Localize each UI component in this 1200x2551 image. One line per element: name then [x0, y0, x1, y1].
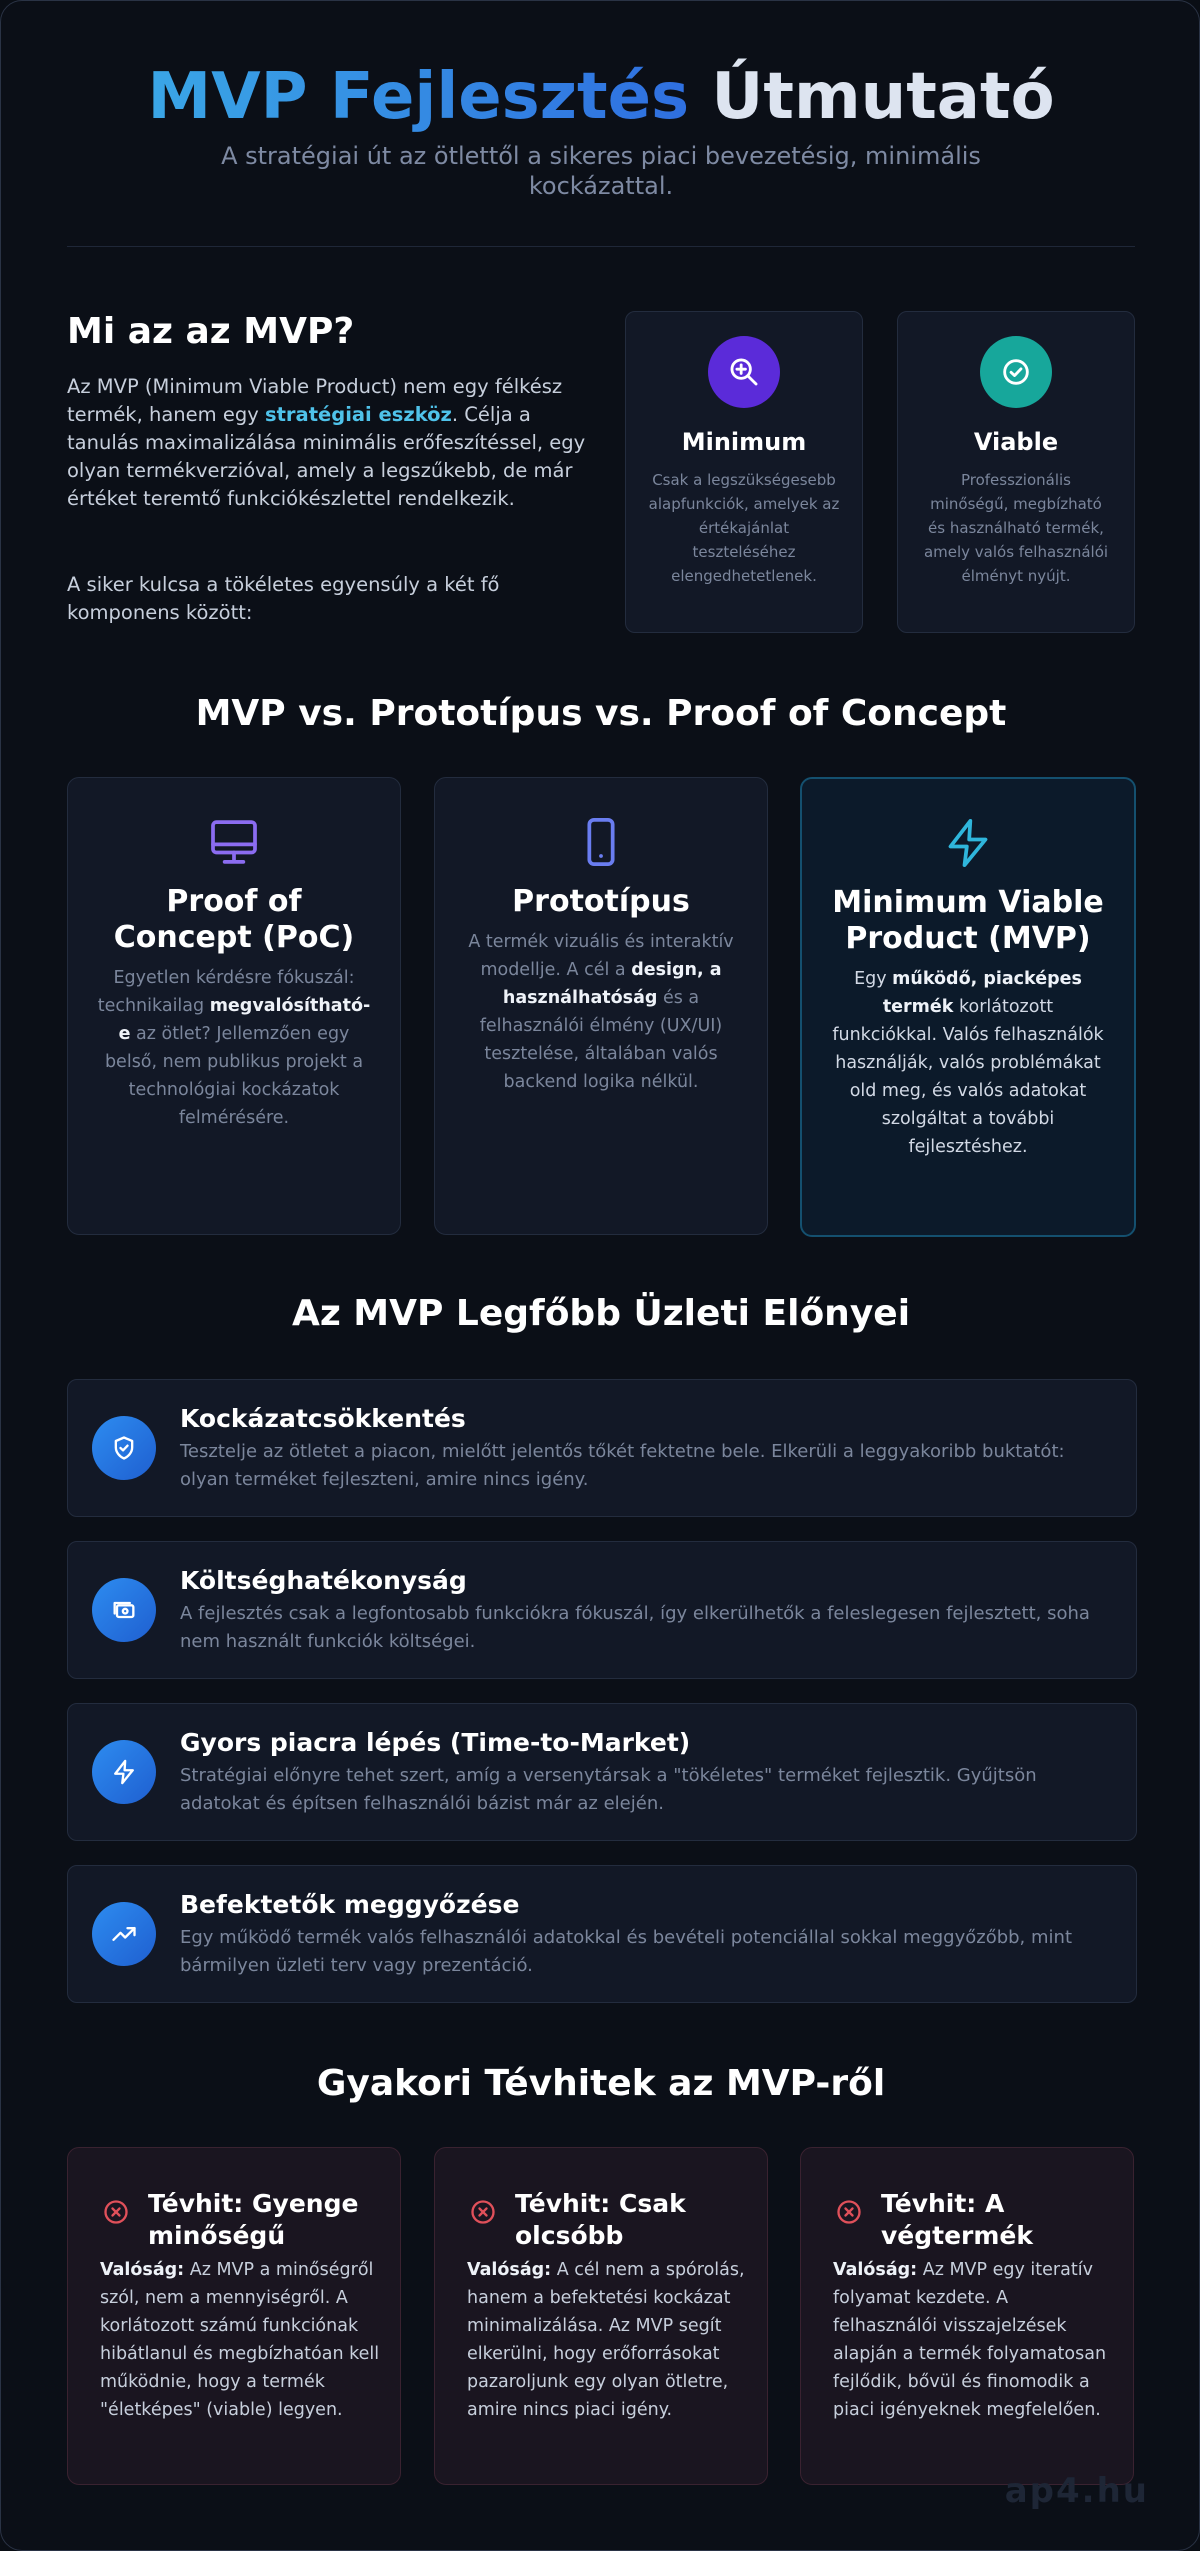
- poc-card: [67, 777, 401, 1235]
- close-circle-icon: [469, 2198, 497, 2226]
- title-highlight: MVP Fejlesztés: [147, 60, 690, 134]
- myth-reality: Az MVP egy iteratív folyamat kezdete. A felhasználói visszajelzések alapján a termék folyamatosan fejlődik, bővül és finomodik a piaci igényeknek megfelelően.: [833, 2260, 1107, 2420]
- poc-desc-bold: megvalósítható-e: [118, 996, 371, 1044]
- shield-check-icon: [92, 1416, 156, 1480]
- myth-card: [434, 2147, 768, 2485]
- benefit-title: Kockázatcsökkentés: [180, 1404, 466, 1433]
- intro-paragraph-2: A siker kulcsa a tökéletes egyensúly a két fő komponens között:: [67, 573, 500, 624]
- close-circle-icon: [835, 2198, 863, 2226]
- page-title: [67, 57, 1135, 137]
- page-subtitle: A stratégiai út az ötlettől a sikeres piaci bevezetésig, minimális kockázattal.: [221, 142, 981, 200]
- intro-text-end: . Célja a tanulás maximalizálása minimális erőfeszítéssel, egy olyan termékverzióval, amely a legszűkebb, de már értéket teremtő funkciókészlettel rendelkezik.: [67, 403, 586, 510]
- mvp-desc-a: Egy: [854, 969, 893, 989]
- benefit-title: Költséghatékonyság: [180, 1566, 467, 1595]
- intro-paragraph: [67, 373, 589, 513]
- poc-desc-c: az ötlet? Jellemzően egy belső, nem publikus projekt a technológiai kockázatok felmérésére.: [104, 1024, 364, 1128]
- myth-card: [800, 2147, 1134, 2485]
- benefits-heading: Az MVP Legfőbb Üzleti Előnyei: [291, 1293, 911, 1334]
- close-circle-icon: [102, 2198, 130, 2226]
- myth-card: [67, 2147, 401, 2485]
- myth-title: Tévhit: A végtermék: [881, 2189, 1034, 2250]
- benefit-item: [67, 1541, 1137, 1679]
- benefit-desc: A fejlesztés csak a legfontosabb funkciókra fókuszál, így elkerülhetők a feleslegesen fejlesztett, soha nem használt funkciók költségei.: [180, 1603, 1090, 1652]
- poc-title: Proof of Concept (PoC): [113, 884, 355, 955]
- prototype-desc-c: és a felhasználói élmény (UX/UI) tesztelése, általában valós backend logika nélkül.: [479, 988, 723, 1092]
- check-circle-icon: [980, 336, 1052, 408]
- benefit-item: [67, 1703, 1137, 1841]
- divider: [67, 246, 1135, 247]
- mvp-desc: [830, 965, 1106, 1161]
- viable-desc: Professzionális minőségű, megbízható és használható termék, amely valós felhasználói élményt nyújt.: [923, 471, 1109, 585]
- myth-title: Tévhit: Csak olcsóbb: [515, 2189, 686, 2250]
- search-plus-icon: [708, 336, 780, 408]
- viable-card: [897, 311, 1135, 633]
- myth-text: [833, 2256, 1113, 2424]
- minimum-card: [625, 311, 863, 633]
- intro-heading: Mi az az MVP?: [67, 311, 355, 352]
- poc-desc: [96, 964, 372, 1132]
- benefit-desc: Egy működő termék valós felhasználói adatokkal és bevételi potenciállal sokkal meggyőzőbb, mint bármilyen üzleti terv vagy prezentáció.: [180, 1927, 1073, 1976]
- watermark: ap4.hu: [1004, 2471, 1149, 2511]
- reality-label: Valóság:: [467, 2260, 552, 2280]
- mvp-desc-bold: működő, piacképes termék: [882, 969, 1082, 1017]
- prototype-card: [434, 777, 768, 1235]
- prototype-desc-bold: design, a használhatóság: [502, 960, 722, 1008]
- myth-title: Tévhit: Gyenge minőségű: [148, 2189, 359, 2250]
- benefit-item: [67, 1865, 1137, 2003]
- title-rest: Útmutató: [711, 60, 1055, 134]
- benefit-title: Befektetők meggyőzése: [180, 1890, 520, 1919]
- mvp-desc-c: korlátozott funkciókkal. Valós felhasználók használják, valós problémákat old meg, és valós adatokat szolgáltat a további fejlesztéshez.: [832, 997, 1104, 1157]
- mvp-title: Minimum Viable Product (MVP): [832, 885, 1104, 956]
- myths-heading: Gyakori Tévhitek az MVP-ről: [316, 2063, 886, 2104]
- lightning-icon: [940, 815, 996, 871]
- benefit-desc: Tesztelje az ötletet a piacon, mielőtt jelentős tőkét fektetne bele. Elkerüli a leggyakoribb buktatót: olyan terméket fejleszteni, amire nincs igény.: [180, 1441, 1065, 1490]
- myth-text: [100, 2256, 380, 2424]
- reality-label: Valóság:: [833, 2260, 918, 2280]
- benefit-item: [67, 1379, 1137, 1517]
- benefit-title: Gyors piacra lépés (Time-to-Market): [180, 1728, 691, 1757]
- benefit-desc: Stratégiai előnyre tehet szert, amíg a versenytársak a "tökéletes" terméket fejlesztik. Gyűjtsön adatokat és építsen felhasználói bázist már az elején.: [180, 1765, 1037, 1814]
- lightning-icon: [92, 1740, 156, 1804]
- compare-heading: MVP vs. Prototípus vs. Proof of Concept: [195, 693, 1007, 734]
- minimum-title: Minimum: [681, 428, 807, 456]
- myth-reality: A cél nem a spórolás, hanem a befektetési kockázat minimalizálása. Az MVP segít elkerülni, hogy erőforrásokat pazaroljunk egy olyan ötletre, amire nincs piaci igény.: [467, 2260, 745, 2420]
- mvp-card: [800, 777, 1136, 1237]
- intro-text: Az MVP (Minimum Viable Product) nem egy félkész termék, hanem egy: [67, 375, 563, 426]
- reality-label: Valóság:: [100, 2260, 185, 2280]
- prototype-desc-a: A termék vizuális és interaktív modellje. A cél a: [468, 932, 734, 980]
- prototype-title: Prototípus: [512, 884, 690, 919]
- myth-text: [467, 2256, 747, 2424]
- myth-reality: Az MVP a minőségről szól, nem a mennyiségről. A korlátozott számú funkciónak hibátlanul és megbízhatóan kell működnie, hogy a termék "életképes" (viable) legyen.: [100, 2260, 380, 2420]
- money-icon: [92, 1578, 156, 1642]
- minimum-desc: Csak a legszükségesebb alapfunkciók, amelyek az értékajánlat teszteléséhez elengedhetetlenek.: [648, 471, 840, 585]
- trend-up-icon: [92, 1902, 156, 1966]
- prototype-desc: [463, 928, 739, 1096]
- monitor-icon: [206, 814, 262, 870]
- poc-desc-a: Egyetlen kérdésre fókuszál: technikailag: [97, 968, 355, 1016]
- viable-title: Viable: [973, 428, 1059, 456]
- smartphone-icon: [573, 814, 629, 870]
- intro-highlight: stratégiai eszköz: [264, 403, 452, 426]
